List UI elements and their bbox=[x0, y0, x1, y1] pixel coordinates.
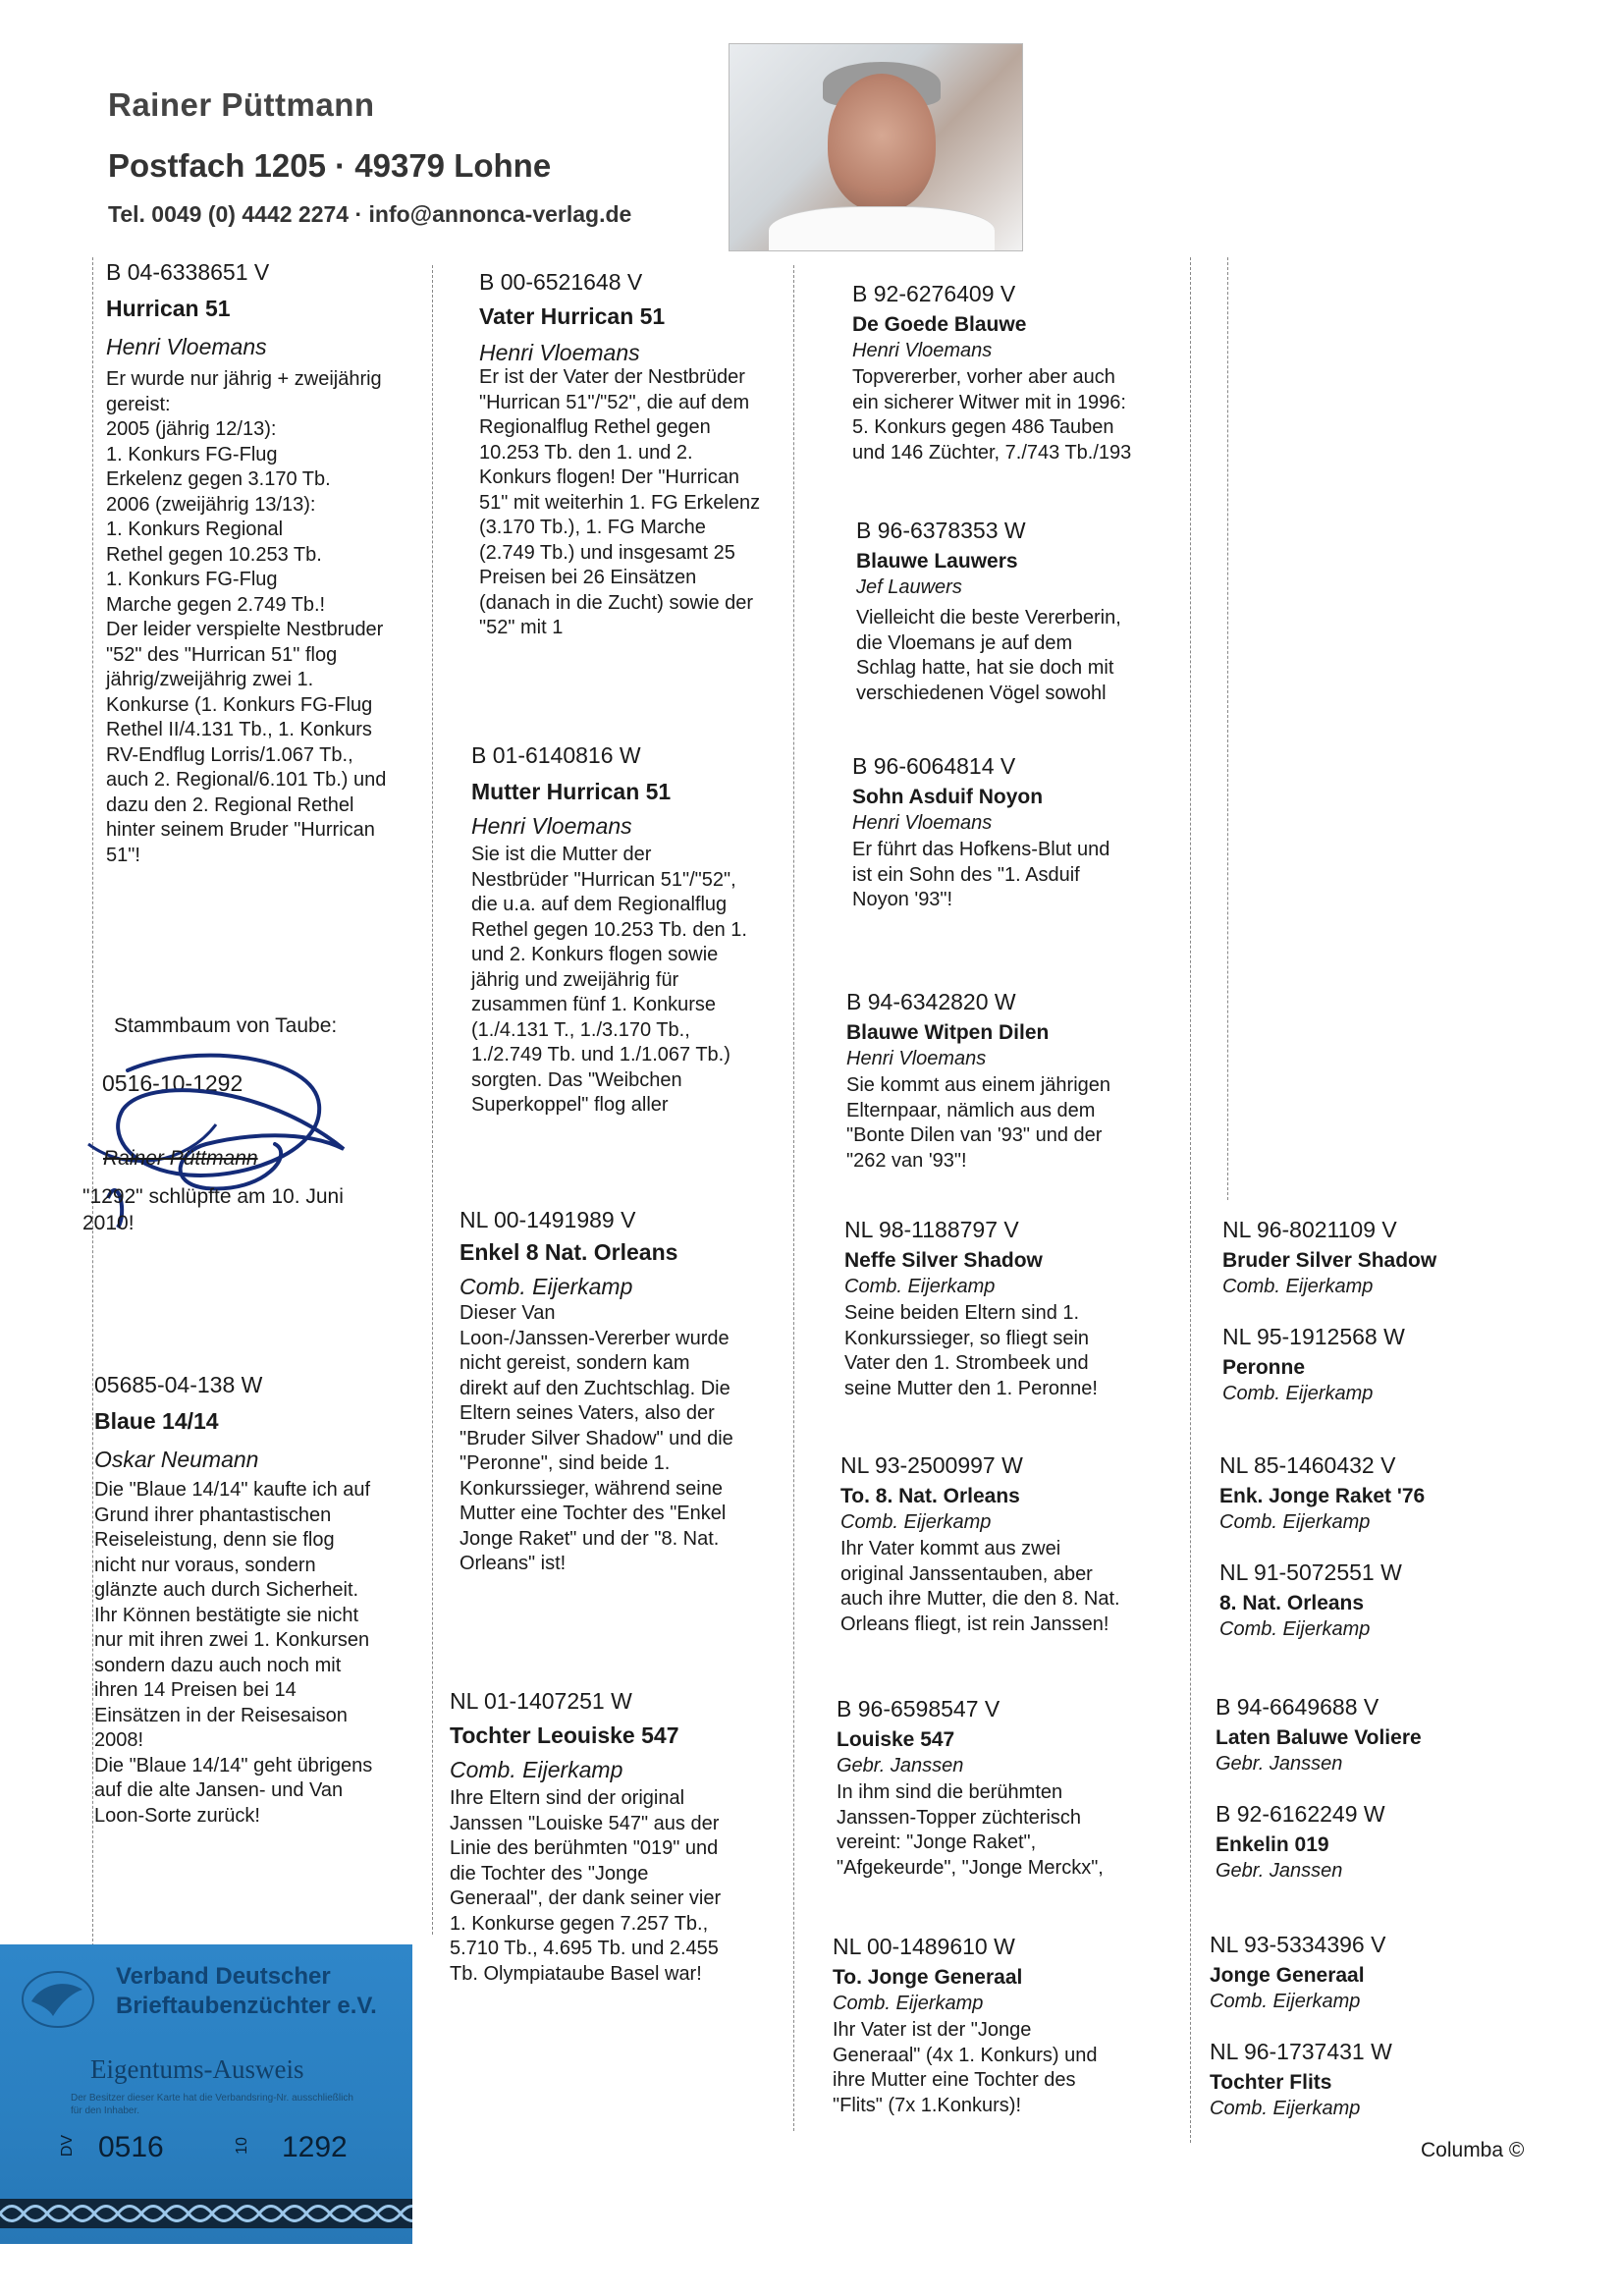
entry-gen3 bbox=[840, 1453, 1179, 1637]
hatch-note: "1292" schlüpfte am 10. Juni 2010! bbox=[82, 1185, 344, 1234]
ring-number: B 96-6064814 V bbox=[852, 753, 1016, 779]
pigeon-name: Vater Hurrican 51 bbox=[479, 303, 666, 329]
signature-text: Rainer Püttmann bbox=[103, 1147, 258, 1170]
description: Ihre Eltern sind der original Janssen "Louiske 547" aus der Linie des berühmten "019" und die Tochter des "Jonge Generaal", der dank seiner vier 1. Konkurse gegen 7.257 Tb., 5.710 Tb., 4.695 Tb. und 2.455 Tb. Olympiataube Basel war! bbox=[450, 1787, 722, 1985]
ownership-card bbox=[0, 1944, 412, 2244]
ring-number: NL 91-5072551 W bbox=[1219, 1559, 1402, 1585]
pigeon-name: Sohn Asduif Noyon bbox=[852, 786, 1044, 808]
breeder-contact: Tel. 0049 (0) 4442 2274 · info@annonca-verlag.de bbox=[108, 201, 632, 227]
pigeon-name: Jonge Generaal bbox=[1210, 1964, 1365, 1987]
ring-number: 05685-04-138 W bbox=[94, 1372, 263, 1397]
description: Die "Blaue 14/14" kaufte ich auf Grund ihrer phantastischen Reiseleistung, denn sie flog nicht nur voraus, sondern glänzte auch durch Sicherheit. Ihr Können bestätigte sie nicht nur mit ihren zwei 1. Konkursen sondern dazu auch noch mit ihren 14 Preisen bei 14 Einsätzen in der Reisesaison 2008! Die "Blaue 14/14" geht übrigens auf die alte Jansen- und Van Loon-Sorte zurück! bbox=[94, 1479, 373, 1827]
description: Vielleicht die beste Vererberin, die Vloemans je auf dem Schlag hatte, hat sie doch mit verschiedenen Vögel sowohl bbox=[856, 607, 1121, 704]
ring-number: B 04-6338651 V bbox=[106, 259, 270, 285]
breeder: Henri Vloemans bbox=[106, 334, 267, 359]
column-divider bbox=[1190, 257, 1191, 2143]
ring-number: 1292 bbox=[282, 2131, 348, 2163]
entry-grandmother-paternal bbox=[471, 743, 785, 1119]
entry-gen3 bbox=[844, 1218, 1178, 1401]
card-small-text: Der Besitzer dieser Karte hat die Verbandsring-Nr. ausschließlich für den Inhaber. bbox=[71, 2093, 353, 2116]
ring-number: NL 93-5334396 V bbox=[1210, 1932, 1386, 1957]
breeder: Jef Lauwers bbox=[856, 576, 962, 598]
ring-number: B 00-6521648 V bbox=[479, 269, 643, 295]
pigeon-name: Enk. Jonge Raket '76 bbox=[1219, 1485, 1426, 1507]
pedigree-label: Stammbaum von Taube: bbox=[114, 1014, 338, 1037]
entry-father bbox=[106, 260, 430, 868]
breeder: Comb. Eijerkamp bbox=[1219, 1618, 1371, 1640]
entry-gen4 bbox=[1210, 1933, 1534, 2123]
entry-mother bbox=[94, 1373, 428, 1829]
entry-grandfather-maternal bbox=[460, 1208, 784, 1577]
pigeon-name: Laten Baluwe Voliere bbox=[1216, 1726, 1422, 1749]
pigeon-name: Blaue 14/14 bbox=[94, 1408, 219, 1434]
entry-gen3 bbox=[846, 990, 1180, 1174]
ring-number: B 92-6276409 V bbox=[852, 281, 1016, 306]
breeder: Comb. Eijerkamp bbox=[450, 1757, 623, 1782]
breeder: Comb. Eijerkamp bbox=[460, 1274, 633, 1299]
column-divider bbox=[432, 265, 433, 1935]
description: Er wurde nur jährig + zweijährig gereist: 2005 (jährig 12/13): 1. Konkurs FG-Flug Erkelenz gegen 3.170 Tb. 2006 (zweijährig 13/13): 1. Konkurs Regional Rethel gegen 10.253 Tb. 1. Konkurs FG-Flug Marche gegen 2.749 Tb.! Der leider verspielte Nestbruder "52" des "Hurrican 51" flog jährig/zweijährig zwei 1. Konkurse (1. Konkurs FG-Flug Rethel II/4.131 Tb., 1. Konkurs RV-Endflug Lorris/1.067 Tb., auch 2. Regional/6.101 Tb.) und dazu den 2. Regional Rethel hinter seinem Bruder "Hurrican 51"! bbox=[106, 368, 387, 866]
pigeon-name: Blauwe Lauwers bbox=[856, 550, 1018, 573]
ring-number: NL 96-1737431 W bbox=[1210, 2039, 1392, 2064]
ring-number: NL 85-1460432 V bbox=[1219, 1452, 1396, 1478]
entry-gen3 bbox=[837, 1697, 1175, 1881]
breeder: Comb. Eijerkamp bbox=[1222, 1276, 1374, 1297]
pigeon-name: De Goede Blauwe bbox=[852, 313, 1027, 336]
ring-number: NL 95-1912568 W bbox=[1222, 1324, 1405, 1349]
ring-number: B 01-6140816 W bbox=[471, 742, 641, 768]
card-title: Eigentums-Ausweis bbox=[90, 2054, 304, 2084]
pigeon-name: To. 8. Nat. Orleans bbox=[840, 1485, 1020, 1507]
pigeon-name: Hurrican 51 bbox=[106, 296, 231, 321]
pigeon-name: Mutter Hurrican 51 bbox=[471, 779, 672, 804]
breeder: Comb. Eijerkamp bbox=[833, 1993, 984, 2014]
pedigree-number: 0516-10-1292 bbox=[102, 1070, 243, 1096]
column-divider bbox=[1227, 257, 1228, 1200]
pigeon-name: Enkel 8 Nat. Orleans bbox=[460, 1239, 678, 1265]
breeder-address: Postfach 1205 · 49379 Lohne bbox=[108, 147, 552, 184]
description: Sie ist die Mutter der Nestbrüder "Hurrican 51"/"52", die u.a. auf dem Regionalflug Rethel gegen 10.253 Tb. den 1. und 2. Konkurs flogen sowie jährig und zweijährig für zusammen fünf 1. Konkurse (1./4.131 T., 1./3.170 Tb., 1./2.749 Tb. und 1./1.067 Tb.) sorgten. Das "Weibchen Superkoppel" flog aller bbox=[471, 844, 747, 1116]
pigeon-name: Bruder Silver Shadow bbox=[1222, 1249, 1437, 1272]
breeder: Comb. Eijerkamp bbox=[1210, 2098, 1361, 2119]
code-label: DV bbox=[59, 2134, 77, 2158]
ring-number: B 92-6162249 W bbox=[1216, 1801, 1385, 1827]
pigeon-name: Tochter Flits bbox=[1210, 2071, 1332, 2094]
breeder: Comb. Eijerkamp bbox=[840, 1511, 992, 1533]
breeder: Henri Vloemans bbox=[852, 812, 993, 834]
breeder: Comb. Eijerkamp bbox=[1210, 1991, 1361, 2012]
entry-gen4 bbox=[1222, 1218, 1546, 1408]
pigeon-name: To. Jonge Generaal bbox=[833, 1966, 1023, 1989]
ring-number: NL 93-2500997 W bbox=[840, 1452, 1023, 1478]
description: Seine beiden Eltern sind 1. Konkurssieger, so fliegt sein Vater den 1. Strombeek und seine Mutter den 1. Peronne! bbox=[844, 1302, 1098, 1399]
ring-number: B 94-6649688 V bbox=[1216, 1694, 1379, 1720]
ring-number: B 94-6342820 W bbox=[846, 989, 1016, 1014]
pigeon-name: Peronne bbox=[1222, 1356, 1306, 1379]
pigeon-name: Blauwe Witpen Dilen bbox=[846, 1021, 1050, 1044]
pigeon-name: Neffe Silver Shadow bbox=[844, 1249, 1043, 1272]
ring-number: NL 01-1407251 W bbox=[450, 1688, 632, 1714]
organization-name: Verband Deutscher Brieftaubenzüchter e.V. bbox=[116, 1963, 377, 2019]
breeder: Gebr. Janssen bbox=[1216, 1753, 1343, 1775]
ring-number: NL 00-1489610 W bbox=[833, 1934, 1015, 1959]
pigeon-name: Tochter Leouiske 547 bbox=[450, 1722, 679, 1748]
description: Ihr Vater ist der "Jonge Generaal" (4x 1. Konkurs) und ihre Mutter eine Tochter des "Flits" (7x 1.Konkurs)! bbox=[833, 2019, 1098, 2116]
column-divider bbox=[793, 265, 794, 2131]
entry-gen3 bbox=[833, 1935, 1171, 2118]
description: Ihr Vater kommt aus zwei original Janssentauben, aber auch ihre Mutter, die den 8. Nat. Orleans fliegt, ist rein Janssen! bbox=[840, 1538, 1120, 1635]
ring-number: NL 00-1491989 V bbox=[460, 1207, 636, 1232]
year-label: 10 bbox=[233, 2137, 250, 2155]
breeder-name: Rainer Püttmann bbox=[108, 86, 375, 123]
description: Er ist der Vater der Nestbrüder "Hurrican 51"/"52", die auf dem Regionalflug Rethel gegen 10.253 Tb. den 1. und 2. Konkurs flogen! Der "Hurrican 51" mit weiterhin 1. FG Erkelenz (3.170 Tb.), 1. FG Marche (2.749 Tb.) und insgesamt 25 Preisen bei 26 Einsätzen (danach in die Zucht) sowie der "52" mit 1 bbox=[479, 366, 761, 638]
entry-gen4 bbox=[1216, 1695, 1540, 1886]
entry-gen3 bbox=[852, 282, 1186, 465]
description: Sie kommt aus einem jährigen Elternpaar, nämlich aus dem "Bonte Dilen van '93" und der "262 van '93"! bbox=[846, 1074, 1111, 1172]
entry-grandmother-maternal bbox=[450, 1689, 784, 1987]
description: Dieser Van Loon-/Janssen-Vererber wurde nicht gereist, sondern kam direkt auf den Zuchtschlag. Die Eltern seines Vaters, also der "Bruder Silver Shadow" und die "Peronne", sind beide 1. Konkurssieger, während seine Mutter eine Tochter des "Enkel Jonge Raket" und der "8. Nat. Orleans" ist! bbox=[460, 1302, 733, 1574]
breeder: Henri Vloemans bbox=[471, 813, 632, 839]
description: In ihm sind die berühmten Janssen-Topper züchterisch vereint: "Jonge Raket", "Afgekeurde", "Jonge Merckx", bbox=[837, 1781, 1104, 1879]
entry-gen3 bbox=[856, 519, 1180, 706]
breeder: Henri Vloemans bbox=[479, 340, 640, 365]
pigeon-name: Louiske 547 bbox=[837, 1728, 955, 1751]
entry-gen3 bbox=[852, 754, 1176, 913]
breeder: Comb. Eijerkamp bbox=[1222, 1383, 1374, 1404]
breeder: Comb. Eijerkamp bbox=[844, 1276, 996, 1297]
pigeon-name: 8. Nat. Orleans bbox=[1219, 1592, 1365, 1614]
description: Topvererber, vorher aber auch ein sicherer Witwer mit in 1996: 5. Konkurs gegen 486 Tauben und 146 Züchter, 7./743 Tb./193 bbox=[852, 366, 1132, 464]
description: Er führt das Hofkens-Blut und ist ein Sohn des "1. Asduif Noyon '93"! bbox=[852, 839, 1110, 910]
entry-gen4 bbox=[1219, 1453, 1543, 1644]
pigeon-name: Enkelin 019 bbox=[1216, 1833, 1329, 1856]
breeder: Gebr. Janssen bbox=[1216, 1860, 1343, 1882]
ring-number: NL 98-1188797 V bbox=[844, 1217, 1019, 1242]
security-stripe bbox=[0, 2199, 412, 2228]
breeder: Comb. Eijerkamp bbox=[1219, 1511, 1371, 1533]
ring-number: B 96-6598547 V bbox=[837, 1696, 1000, 1722]
breeder: Henri Vloemans bbox=[852, 340, 993, 361]
ring-number: B 96-6378353 W bbox=[856, 518, 1026, 543]
breeder-photo bbox=[729, 43, 1023, 251]
breeder: Gebr. Janssen bbox=[837, 1755, 964, 1777]
pigeon-logo-icon bbox=[14, 1962, 102, 2031]
entry-grandfather-paternal bbox=[479, 270, 793, 641]
breeder: Henri Vloemans bbox=[846, 1048, 987, 1069]
club-code: 0516 bbox=[98, 2131, 164, 2163]
breeder: Oskar Neumann bbox=[94, 1447, 259, 1472]
ring-number: NL 96-8021109 V bbox=[1222, 1217, 1397, 1242]
copyright: Columba © bbox=[1421, 2139, 1525, 2161]
